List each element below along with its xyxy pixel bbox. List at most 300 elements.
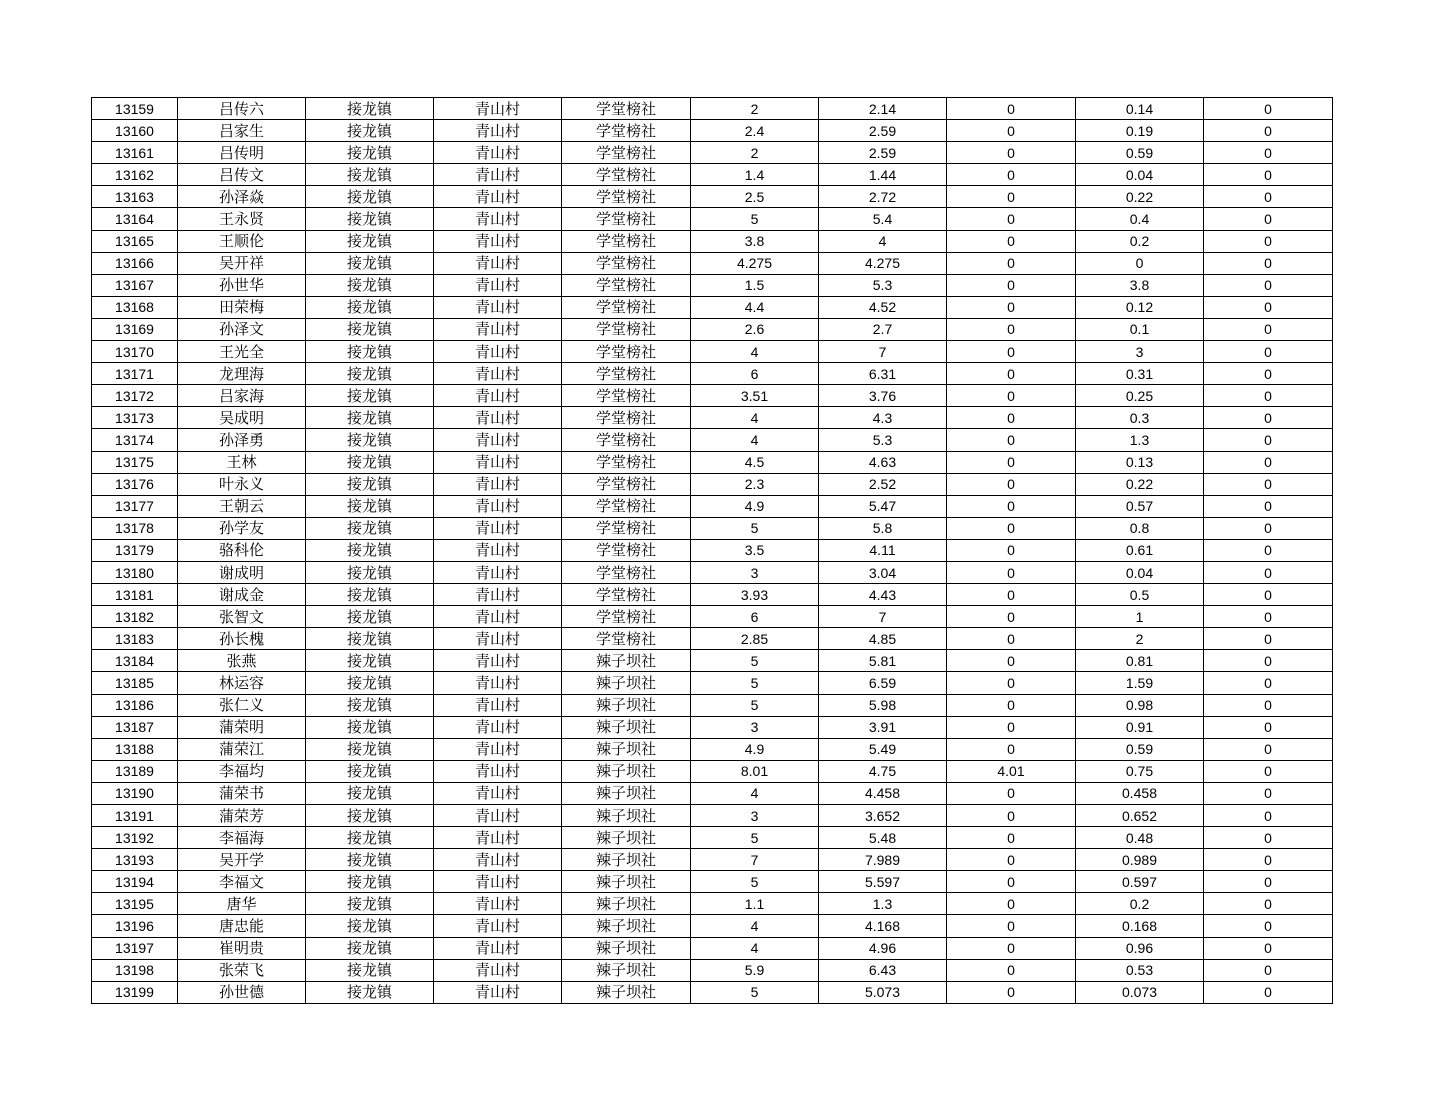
table-row — [92, 274, 1333, 296]
town-cell: 接龙镇 — [306, 142, 434, 164]
town-cell: 接龙镇 — [306, 318, 434, 340]
person-name-cell: 王光全 — [178, 341, 306, 363]
value-d-cell: 0.48 — [1076, 827, 1204, 849]
record-id-cell: 13159 — [92, 98, 178, 120]
value-a-cell: 4 — [691, 937, 819, 959]
table-row — [92, 716, 1333, 738]
record-id-cell: 13174 — [92, 429, 178, 451]
value-e-cell: 0 — [1204, 782, 1333, 804]
record-id-cell: 13196 — [92, 915, 178, 937]
value-a-cell: 4.9 — [691, 495, 819, 517]
town-cell: 接龙镇 — [306, 230, 434, 252]
value-d-cell: 1 — [1076, 606, 1204, 628]
value-d-cell: 0.458 — [1076, 782, 1204, 804]
value-a-cell: 2.4 — [691, 120, 819, 142]
value-d-cell: 0.31 — [1076, 363, 1204, 385]
record-id-cell: 13178 — [92, 517, 178, 539]
community-cell: 学堂榜社 — [562, 517, 691, 539]
person-name-cell: 唐忠能 — [178, 915, 306, 937]
value-c-cell: 0 — [947, 407, 1076, 429]
value-c-cell: 0 — [947, 318, 1076, 340]
value-c-cell: 0 — [947, 120, 1076, 142]
value-b-cell: 4 — [819, 230, 947, 252]
person-name-cell: 孙泽焱 — [178, 186, 306, 208]
town-cell: 接龙镇 — [306, 363, 434, 385]
value-d-cell: 0.59 — [1076, 738, 1204, 760]
value-b-cell: 4.75 — [819, 760, 947, 782]
community-cell: 学堂榜社 — [562, 606, 691, 628]
record-id-cell: 13162 — [92, 164, 178, 186]
record-id-cell: 13198 — [92, 959, 178, 981]
value-e-cell: 0 — [1204, 672, 1333, 694]
table-row — [92, 738, 1333, 760]
record-id-cell: 13181 — [92, 584, 178, 606]
value-a-cell: 5 — [691, 672, 819, 694]
value-c-cell: 0 — [947, 738, 1076, 760]
value-c-cell: 0 — [947, 959, 1076, 981]
value-c-cell: 0 — [947, 937, 1076, 959]
person-name-cell: 李福文 — [178, 871, 306, 893]
village-cell: 青山村 — [434, 252, 562, 274]
value-b-cell: 6.31 — [819, 363, 947, 385]
value-c-cell: 0 — [947, 164, 1076, 186]
value-e-cell: 0 — [1204, 120, 1333, 142]
value-b-cell: 3.04 — [819, 561, 947, 583]
value-e-cell: 0 — [1204, 230, 1333, 252]
person-name-cell: 吕家生 — [178, 120, 306, 142]
town-cell: 接龙镇 — [306, 385, 434, 407]
value-b-cell: 5.4 — [819, 208, 947, 230]
value-b-cell: 5.8 — [819, 517, 947, 539]
village-cell: 青山村 — [434, 871, 562, 893]
value-a-cell: 4.9 — [691, 738, 819, 760]
community-cell: 学堂榜社 — [562, 363, 691, 385]
community-cell: 辣子坝社 — [562, 827, 691, 849]
village-cell: 青山村 — [434, 782, 562, 804]
value-c-cell: 0 — [947, 98, 1076, 120]
value-e-cell: 0 — [1204, 827, 1333, 849]
value-d-cell: 0.59 — [1076, 142, 1204, 164]
village-cell: 青山村 — [434, 650, 562, 672]
community-cell: 辣子坝社 — [562, 694, 691, 716]
table-row — [92, 782, 1333, 804]
village-cell: 青山村 — [434, 517, 562, 539]
value-e-cell: 0 — [1204, 760, 1333, 782]
town-cell: 接龙镇 — [306, 650, 434, 672]
community-cell: 辣子坝社 — [562, 760, 691, 782]
value-d-cell: 0.22 — [1076, 186, 1204, 208]
value-a-cell: 6 — [691, 363, 819, 385]
record-id-cell: 13186 — [92, 694, 178, 716]
value-a-cell: 2.5 — [691, 186, 819, 208]
value-c-cell: 0 — [947, 230, 1076, 252]
value-a-cell: 5 — [691, 650, 819, 672]
table-row — [92, 606, 1333, 628]
value-e-cell: 0 — [1204, 341, 1333, 363]
value-a-cell: 4 — [691, 782, 819, 804]
value-d-cell: 0.5 — [1076, 584, 1204, 606]
record-id-cell: 13188 — [92, 738, 178, 760]
community-cell: 辣子坝社 — [562, 782, 691, 804]
person-name-cell: 王朝云 — [178, 495, 306, 517]
table-row — [92, 561, 1333, 583]
record-id-cell: 13180 — [92, 561, 178, 583]
table-body — [92, 98, 1333, 1004]
value-c-cell: 0 — [947, 716, 1076, 738]
town-cell: 接龙镇 — [306, 606, 434, 628]
value-e-cell: 0 — [1204, 849, 1333, 871]
table-row — [92, 937, 1333, 959]
value-a-cell: 3 — [691, 561, 819, 583]
person-name-cell: 蒲荣芳 — [178, 805, 306, 827]
value-b-cell: 5.47 — [819, 495, 947, 517]
value-e-cell: 0 — [1204, 252, 1333, 274]
value-b-cell: 1.3 — [819, 893, 947, 915]
value-b-cell: 5.3 — [819, 429, 947, 451]
table-row — [92, 186, 1333, 208]
town-cell: 接龙镇 — [306, 539, 434, 561]
record-id-cell: 13194 — [92, 871, 178, 893]
value-c-cell: 0 — [947, 451, 1076, 473]
value-d-cell: 0.2 — [1076, 893, 1204, 915]
community-cell: 学堂榜社 — [562, 473, 691, 495]
value-e-cell: 0 — [1204, 296, 1333, 318]
value-c-cell: 0 — [947, 186, 1076, 208]
record-id-cell: 13182 — [92, 606, 178, 628]
person-name-cell: 孙世华 — [178, 274, 306, 296]
value-d-cell: 0.98 — [1076, 694, 1204, 716]
value-a-cell: 6 — [691, 606, 819, 628]
value-c-cell: 0 — [947, 296, 1076, 318]
town-cell: 接龙镇 — [306, 738, 434, 760]
value-e-cell: 0 — [1204, 274, 1333, 296]
town-cell: 接龙镇 — [306, 915, 434, 937]
value-e-cell: 0 — [1204, 451, 1333, 473]
value-d-cell: 0.57 — [1076, 495, 1204, 517]
village-cell: 青山村 — [434, 716, 562, 738]
village-cell: 青山村 — [434, 363, 562, 385]
person-name-cell: 张智文 — [178, 606, 306, 628]
community-cell: 辣子坝社 — [562, 672, 691, 694]
person-name-cell: 李福均 — [178, 760, 306, 782]
value-e-cell: 0 — [1204, 606, 1333, 628]
value-e-cell: 0 — [1204, 385, 1333, 407]
community-cell: 学堂榜社 — [562, 142, 691, 164]
village-cell: 青山村 — [434, 495, 562, 517]
community-cell: 学堂榜社 — [562, 98, 691, 120]
town-cell: 接龙镇 — [306, 517, 434, 539]
value-d-cell: 0.12 — [1076, 296, 1204, 318]
value-a-cell: 4 — [691, 429, 819, 451]
table-row — [92, 893, 1333, 915]
community-cell: 辣子坝社 — [562, 937, 691, 959]
value-d-cell: 2 — [1076, 628, 1204, 650]
town-cell: 接龙镇 — [306, 672, 434, 694]
value-a-cell: 5 — [691, 871, 819, 893]
table-row — [92, 849, 1333, 871]
town-cell: 接龙镇 — [306, 584, 434, 606]
village-cell: 青山村 — [434, 451, 562, 473]
value-d-cell: 0 — [1076, 252, 1204, 274]
value-d-cell: 0.61 — [1076, 539, 1204, 561]
community-cell: 辣子坝社 — [562, 849, 691, 871]
value-a-cell: 2.85 — [691, 628, 819, 650]
value-e-cell: 0 — [1204, 539, 1333, 561]
value-e-cell: 0 — [1204, 871, 1333, 893]
table-row — [92, 164, 1333, 186]
value-b-cell: 1.44 — [819, 164, 947, 186]
village-cell: 青山村 — [434, 539, 562, 561]
community-cell: 学堂榜社 — [562, 186, 691, 208]
community-cell: 学堂榜社 — [562, 341, 691, 363]
record-id-cell: 13170 — [92, 341, 178, 363]
table-row — [92, 98, 1333, 120]
value-c-cell: 0 — [947, 274, 1076, 296]
table-row — [92, 495, 1333, 517]
community-cell: 学堂榜社 — [562, 318, 691, 340]
value-e-cell: 0 — [1204, 363, 1333, 385]
person-name-cell: 吴开祥 — [178, 252, 306, 274]
value-c-cell: 0 — [947, 628, 1076, 650]
value-e-cell: 0 — [1204, 98, 1333, 120]
value-d-cell: 0.168 — [1076, 915, 1204, 937]
community-cell: 学堂榜社 — [562, 252, 691, 274]
person-name-cell: 蒲荣书 — [178, 782, 306, 804]
value-d-cell: 3.8 — [1076, 274, 1204, 296]
village-cell: 青山村 — [434, 760, 562, 782]
community-cell: 学堂榜社 — [562, 561, 691, 583]
person-name-cell: 吕传文 — [178, 164, 306, 186]
value-e-cell: 0 — [1204, 915, 1333, 937]
value-d-cell: 0.597 — [1076, 871, 1204, 893]
value-c-cell: 0 — [947, 363, 1076, 385]
value-b-cell: 7 — [819, 341, 947, 363]
town-cell: 接龙镇 — [306, 495, 434, 517]
community-cell: 学堂榜社 — [562, 584, 691, 606]
value-e-cell: 0 — [1204, 584, 1333, 606]
village-cell: 青山村 — [434, 937, 562, 959]
table-row — [92, 208, 1333, 230]
person-name-cell: 唐华 — [178, 893, 306, 915]
value-c-cell: 0 — [947, 208, 1076, 230]
value-a-cell: 2.3 — [691, 473, 819, 495]
value-b-cell: 2.7 — [819, 318, 947, 340]
table-row — [92, 539, 1333, 561]
value-d-cell: 0.25 — [1076, 385, 1204, 407]
town-cell: 接龙镇 — [306, 120, 434, 142]
value-b-cell: 5.3 — [819, 274, 947, 296]
community-cell: 学堂榜社 — [562, 164, 691, 186]
table-row — [92, 385, 1333, 407]
value-a-cell: 5 — [691, 827, 819, 849]
person-name-cell: 孙泽文 — [178, 318, 306, 340]
village-cell: 青山村 — [434, 672, 562, 694]
person-name-cell: 吕传明 — [178, 142, 306, 164]
table-row — [92, 805, 1333, 827]
person-name-cell: 吴成明 — [178, 407, 306, 429]
village-cell: 青山村 — [434, 628, 562, 650]
value-d-cell: 1.59 — [1076, 672, 1204, 694]
community-cell: 辣子坝社 — [562, 716, 691, 738]
value-a-cell: 4.275 — [691, 252, 819, 274]
town-cell: 接龙镇 — [306, 827, 434, 849]
value-c-cell: 4.01 — [947, 760, 1076, 782]
value-c-cell: 0 — [947, 385, 1076, 407]
value-c-cell: 0 — [947, 849, 1076, 871]
person-name-cell: 林运容 — [178, 672, 306, 694]
value-a-cell: 5 — [691, 517, 819, 539]
value-d-cell: 0.2 — [1076, 230, 1204, 252]
value-e-cell: 0 — [1204, 937, 1333, 959]
value-b-cell: 2.59 — [819, 120, 947, 142]
value-e-cell: 0 — [1204, 628, 1333, 650]
value-b-cell: 4.3 — [819, 407, 947, 429]
record-id-cell: 13199 — [92, 981, 178, 1003]
value-c-cell: 0 — [947, 893, 1076, 915]
value-a-cell: 4.5 — [691, 451, 819, 473]
table-row — [92, 120, 1333, 142]
value-b-cell: 4.43 — [819, 584, 947, 606]
record-id-cell: 13166 — [92, 252, 178, 274]
village-cell: 青山村 — [434, 164, 562, 186]
record-id-cell: 13167 — [92, 274, 178, 296]
record-id-cell: 13195 — [92, 893, 178, 915]
value-b-cell: 2.52 — [819, 473, 947, 495]
value-d-cell: 0.14 — [1076, 98, 1204, 120]
town-cell: 接龙镇 — [306, 937, 434, 959]
value-c-cell: 0 — [947, 252, 1076, 274]
table-row — [92, 296, 1333, 318]
value-d-cell: 0.96 — [1076, 937, 1204, 959]
value-a-cell: 4 — [691, 341, 819, 363]
value-d-cell: 0.53 — [1076, 959, 1204, 981]
town-cell: 接龙镇 — [306, 98, 434, 120]
table-row — [92, 827, 1333, 849]
person-name-cell: 孙长槐 — [178, 628, 306, 650]
village-cell: 青山村 — [434, 296, 562, 318]
record-id-cell: 13189 — [92, 760, 178, 782]
value-b-cell: 4.458 — [819, 782, 947, 804]
value-d-cell: 0.073 — [1076, 981, 1204, 1003]
table-row — [92, 318, 1333, 340]
value-e-cell: 0 — [1204, 959, 1333, 981]
table-row — [92, 915, 1333, 937]
village-cell: 青山村 — [434, 429, 562, 451]
record-id-cell: 13168 — [92, 296, 178, 318]
value-e-cell: 0 — [1204, 407, 1333, 429]
community-cell: 辣子坝社 — [562, 915, 691, 937]
community-cell: 辣子坝社 — [562, 738, 691, 760]
value-d-cell: 0.652 — [1076, 805, 1204, 827]
table-row — [92, 981, 1333, 1003]
value-a-cell: 5 — [691, 208, 819, 230]
village-cell: 青山村 — [434, 561, 562, 583]
town-cell: 接龙镇 — [306, 760, 434, 782]
village-cell: 青山村 — [434, 142, 562, 164]
town-cell: 接龙镇 — [306, 805, 434, 827]
community-cell: 辣子坝社 — [562, 650, 691, 672]
community-cell: 学堂榜社 — [562, 274, 691, 296]
village-cell: 青山村 — [434, 959, 562, 981]
town-cell: 接龙镇 — [306, 296, 434, 318]
record-id-cell: 13193 — [92, 849, 178, 871]
person-name-cell: 蒲荣江 — [178, 738, 306, 760]
value-c-cell: 0 — [947, 981, 1076, 1003]
town-cell: 接龙镇 — [306, 451, 434, 473]
value-a-cell: 3 — [691, 716, 819, 738]
village-cell: 青山村 — [434, 385, 562, 407]
person-name-cell: 李福海 — [178, 827, 306, 849]
town-cell: 接龙镇 — [306, 716, 434, 738]
value-c-cell: 0 — [947, 584, 1076, 606]
table-row — [92, 252, 1333, 274]
record-id-cell: 13169 — [92, 318, 178, 340]
community-cell: 辣子坝社 — [562, 805, 691, 827]
town-cell: 接龙镇 — [306, 429, 434, 451]
value-a-cell: 1.5 — [691, 274, 819, 296]
record-id-cell: 13191 — [92, 805, 178, 827]
value-a-cell: 2 — [691, 142, 819, 164]
table-row — [92, 407, 1333, 429]
table-row — [92, 760, 1333, 782]
value-c-cell: 0 — [947, 827, 1076, 849]
value-d-cell: 0.13 — [1076, 451, 1204, 473]
person-name-cell: 崔明贵 — [178, 937, 306, 959]
village-cell: 青山村 — [434, 738, 562, 760]
record-id-cell: 13177 — [92, 495, 178, 517]
record-id-cell: 13171 — [92, 363, 178, 385]
value-d-cell: 0.81 — [1076, 650, 1204, 672]
value-d-cell: 0.8 — [1076, 517, 1204, 539]
table-row — [92, 451, 1333, 473]
village-cell: 青山村 — [434, 827, 562, 849]
person-name-cell: 张仁义 — [178, 694, 306, 716]
person-name-cell: 骆科伦 — [178, 539, 306, 561]
value-b-cell: 5.073 — [819, 981, 947, 1003]
value-e-cell: 0 — [1204, 694, 1333, 716]
table-row — [92, 341, 1333, 363]
community-cell: 学堂榜社 — [562, 451, 691, 473]
record-id-cell: 13179 — [92, 539, 178, 561]
village-cell: 青山村 — [434, 915, 562, 937]
town-cell: 接龙镇 — [306, 407, 434, 429]
value-d-cell: 0.4 — [1076, 208, 1204, 230]
person-name-cell: 孙泽勇 — [178, 429, 306, 451]
village-cell: 青山村 — [434, 473, 562, 495]
village-cell: 青山村 — [434, 805, 562, 827]
table-row — [92, 871, 1333, 893]
value-a-cell: 4 — [691, 407, 819, 429]
value-c-cell: 0 — [947, 782, 1076, 804]
person-name-cell: 孙学友 — [178, 517, 306, 539]
community-cell: 学堂榜社 — [562, 208, 691, 230]
record-id-cell: 13190 — [92, 782, 178, 804]
person-name-cell: 张燕 — [178, 650, 306, 672]
community-cell: 学堂榜社 — [562, 628, 691, 650]
record-id-cell: 13185 — [92, 672, 178, 694]
value-a-cell: 3.93 — [691, 584, 819, 606]
value-e-cell: 0 — [1204, 429, 1333, 451]
village-cell: 青山村 — [434, 694, 562, 716]
value-a-cell: 3.5 — [691, 539, 819, 561]
value-b-cell: 4.63 — [819, 451, 947, 473]
value-c-cell: 0 — [947, 694, 1076, 716]
value-a-cell: 8.01 — [691, 760, 819, 782]
value-e-cell: 0 — [1204, 495, 1333, 517]
table-row — [92, 429, 1333, 451]
community-cell: 辣子坝社 — [562, 959, 691, 981]
table-row — [92, 628, 1333, 650]
